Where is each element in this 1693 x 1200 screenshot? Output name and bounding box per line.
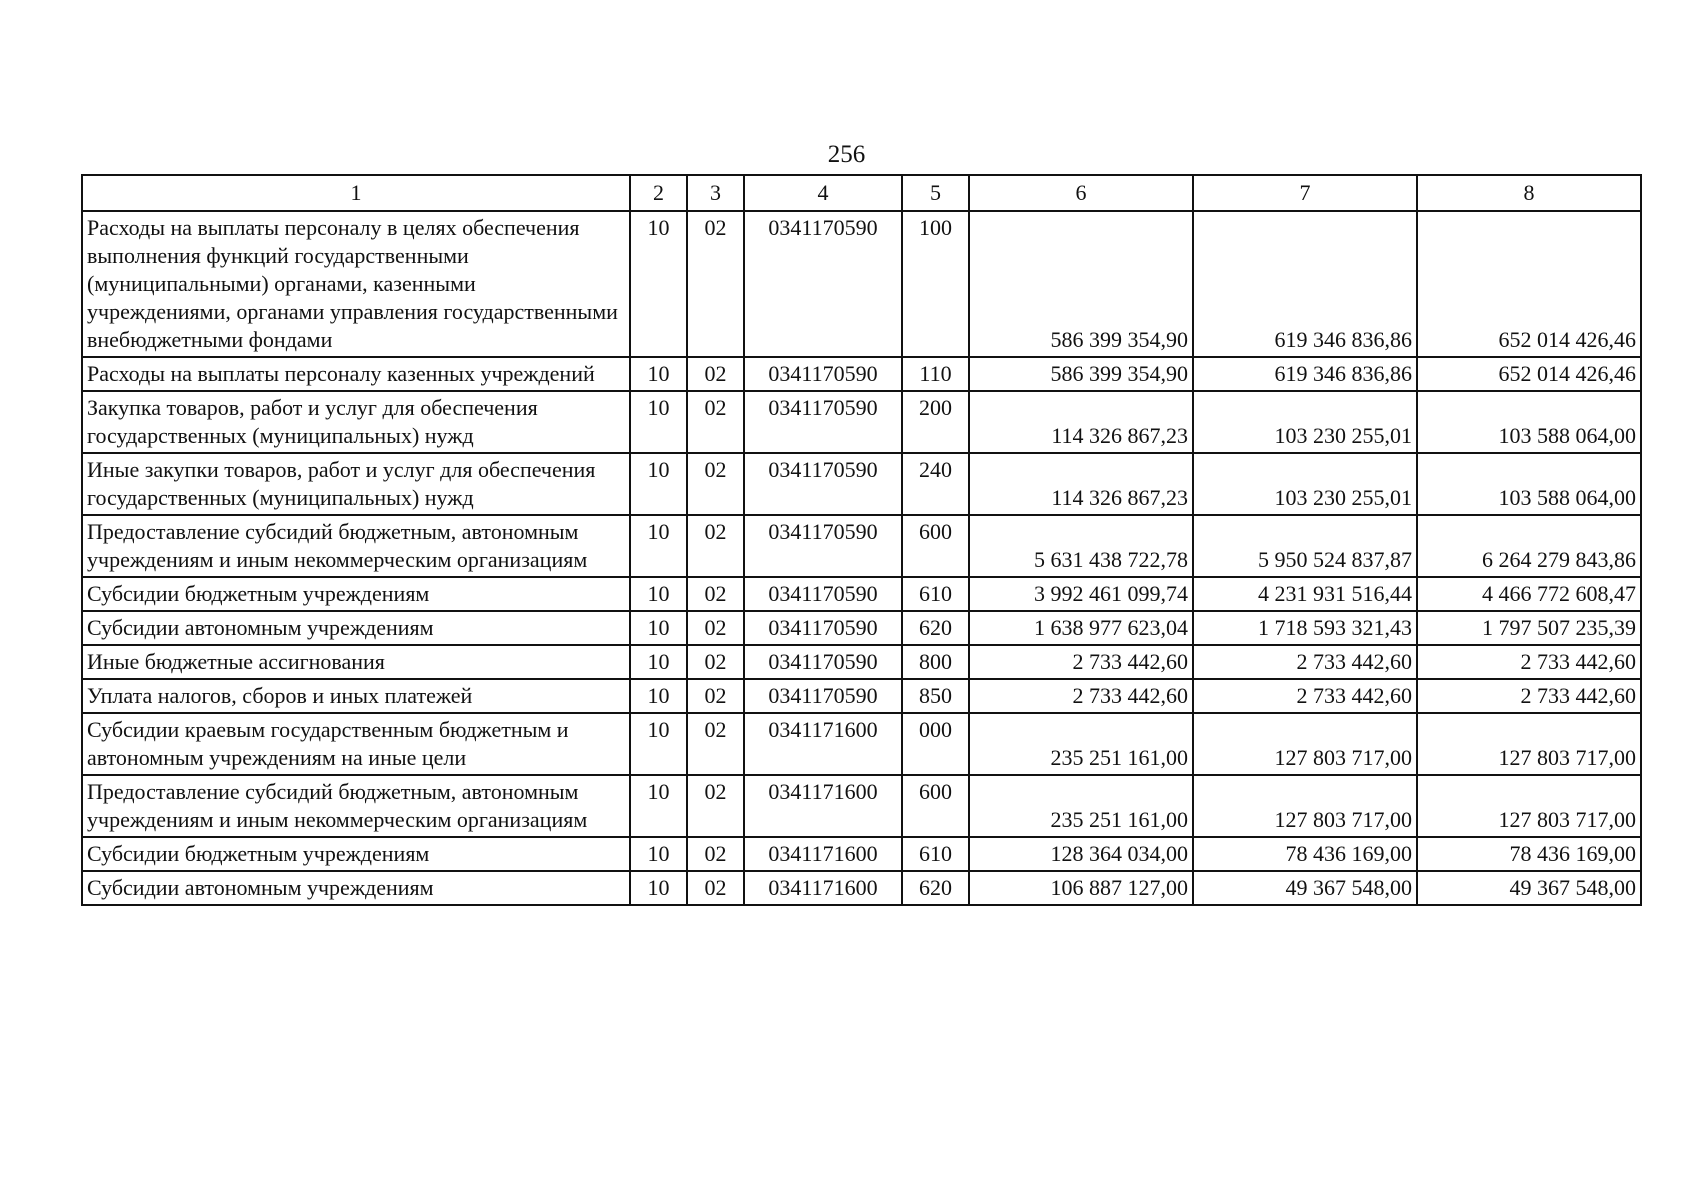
row-name: Расходы на выплаты персоналу в целях обеспечения выполнения функций государственными (муниципальными) органами, казенными учреждениями, органами управления государственными внебюджетными фондами bbox=[82, 211, 630, 357]
table-row bbox=[82, 611, 1641, 645]
amount-col-6: 114 326 867,23 bbox=[969, 453, 1193, 515]
kind-code: 850 bbox=[902, 679, 969, 713]
table-row bbox=[82, 453, 1641, 515]
subsection-code: 02 bbox=[687, 453, 744, 515]
section-code: 10 bbox=[630, 357, 687, 391]
table-row bbox=[82, 679, 1641, 713]
amount-col-7: 49 367 548,00 bbox=[1193, 871, 1417, 905]
row-name: Субсидии краевым государственным бюджетным и автономным учреждениям на иные цели bbox=[82, 713, 630, 775]
row-name: Уплата налогов, сборов и иных платежей bbox=[82, 679, 630, 713]
row-name: Расходы на выплаты персоналу казенных учреждений bbox=[82, 357, 630, 391]
budget-table bbox=[81, 174, 1642, 906]
target-code: 0341170590 bbox=[744, 211, 902, 357]
amount-col-8: 103 588 064,00 bbox=[1417, 391, 1641, 453]
amount-col-7: 103 230 255,01 bbox=[1193, 391, 1417, 453]
section-code: 10 bbox=[630, 577, 687, 611]
table-row bbox=[82, 515, 1641, 577]
subsection-code: 02 bbox=[687, 391, 744, 453]
row-name: Иные бюджетные ассигнования bbox=[82, 645, 630, 679]
table-row bbox=[82, 391, 1641, 453]
column-header-8: 8 bbox=[1417, 175, 1641, 211]
table-row bbox=[82, 645, 1641, 679]
amount-col-8: 652 014 426,46 bbox=[1417, 357, 1641, 391]
amount-col-6: 3 992 461 099,74 bbox=[969, 577, 1193, 611]
kind-code: 800 bbox=[902, 645, 969, 679]
subsection-code: 02 bbox=[687, 871, 744, 905]
target-code: 0341171600 bbox=[744, 713, 902, 775]
amount-col-6: 235 251 161,00 bbox=[969, 713, 1193, 775]
subsection-code: 02 bbox=[687, 713, 744, 775]
amount-col-8: 2 733 442,60 bbox=[1417, 645, 1641, 679]
table-row bbox=[82, 577, 1641, 611]
amount-col-6: 586 399 354,90 bbox=[969, 211, 1193, 357]
kind-code: 610 bbox=[902, 577, 969, 611]
amount-col-7: 619 346 836,86 bbox=[1193, 211, 1417, 357]
column-header-1: 1 bbox=[82, 175, 630, 211]
kind-code: 600 bbox=[902, 775, 969, 837]
amount-col-8: 103 588 064,00 bbox=[1417, 453, 1641, 515]
amount-col-7: 5 950 524 837,87 bbox=[1193, 515, 1417, 577]
amount-col-6: 128 364 034,00 bbox=[969, 837, 1193, 871]
table-row bbox=[82, 775, 1641, 837]
section-code: 10 bbox=[630, 679, 687, 713]
target-code: 0341170590 bbox=[744, 645, 902, 679]
section-code: 10 bbox=[630, 391, 687, 453]
amount-col-8: 127 803 717,00 bbox=[1417, 713, 1641, 775]
column-header-2: 2 bbox=[630, 175, 687, 211]
kind-code: 610 bbox=[902, 837, 969, 871]
section-code: 10 bbox=[630, 713, 687, 775]
subsection-code: 02 bbox=[687, 211, 744, 357]
kind-code: 000 bbox=[902, 713, 969, 775]
table-row bbox=[82, 713, 1641, 775]
amount-col-7: 127 803 717,00 bbox=[1193, 775, 1417, 837]
header-row bbox=[82, 175, 1641, 211]
row-name: Иные закупки товаров, работ и услуг для обеспечения государственных (муниципальных) нужд bbox=[82, 453, 630, 515]
amount-col-7: 1 718 593 321,43 bbox=[1193, 611, 1417, 645]
amount-col-7: 103 230 255,01 bbox=[1193, 453, 1417, 515]
kind-code: 600 bbox=[902, 515, 969, 577]
amount-col-8: 6 264 279 843,86 bbox=[1417, 515, 1641, 577]
section-code: 10 bbox=[630, 611, 687, 645]
target-code: 0341170590 bbox=[744, 679, 902, 713]
subsection-code: 02 bbox=[687, 515, 744, 577]
target-code: 0341170590 bbox=[744, 453, 902, 515]
row-name: Субсидии автономным учреждениям bbox=[82, 611, 630, 645]
amount-col-6: 2 733 442,60 bbox=[969, 679, 1193, 713]
amount-col-7: 127 803 717,00 bbox=[1193, 713, 1417, 775]
amount-col-7: 2 733 442,60 bbox=[1193, 645, 1417, 679]
target-code: 0341170590 bbox=[744, 611, 902, 645]
amount-col-7: 78 436 169,00 bbox=[1193, 837, 1417, 871]
amount-col-8: 2 733 442,60 bbox=[1417, 679, 1641, 713]
target-code: 0341170590 bbox=[744, 515, 902, 577]
amount-col-8: 652 014 426,46 bbox=[1417, 211, 1641, 357]
column-header-7: 7 bbox=[1193, 175, 1417, 211]
subsection-code: 02 bbox=[687, 775, 744, 837]
page-number: 256 bbox=[827, 141, 866, 168]
row-name: Предоставление субсидий бюджетным, автономным учреждениям и иным некоммерческим организациям bbox=[82, 515, 630, 577]
amount-col-7: 2 733 442,60 bbox=[1193, 679, 1417, 713]
table-row bbox=[82, 837, 1641, 871]
kind-code: 620 bbox=[902, 871, 969, 905]
subsection-code: 02 bbox=[687, 577, 744, 611]
amount-col-7: 4 231 931 516,44 bbox=[1193, 577, 1417, 611]
subsection-code: 02 bbox=[687, 611, 744, 645]
kind-code: 240 bbox=[902, 453, 969, 515]
amount-col-6: 586 399 354,90 bbox=[969, 357, 1193, 391]
row-name: Субсидии автономным учреждениям bbox=[82, 871, 630, 905]
amount-col-6: 5 631 438 722,78 bbox=[969, 515, 1193, 577]
column-header-3: 3 bbox=[687, 175, 744, 211]
column-header-6: 6 bbox=[969, 175, 1193, 211]
target-code: 0341170590 bbox=[744, 391, 902, 453]
target-code: 0341170590 bbox=[744, 357, 902, 391]
subsection-code: 02 bbox=[687, 645, 744, 679]
section-code: 10 bbox=[630, 871, 687, 905]
subsection-code: 02 bbox=[687, 679, 744, 713]
table-row bbox=[82, 871, 1641, 905]
amount-col-6: 1 638 977 623,04 bbox=[969, 611, 1193, 645]
column-header-5: 5 bbox=[902, 175, 969, 211]
amount-col-6: 235 251 161,00 bbox=[969, 775, 1193, 837]
table-row bbox=[82, 211, 1641, 357]
column-header-4: 4 bbox=[744, 175, 902, 211]
section-code: 10 bbox=[630, 515, 687, 577]
kind-code: 200 bbox=[902, 391, 969, 453]
amount-col-7: 619 346 836,86 bbox=[1193, 357, 1417, 391]
amount-col-8: 49 367 548,00 bbox=[1417, 871, 1641, 905]
amount-col-8: 1 797 507 235,39 bbox=[1417, 611, 1641, 645]
amount-col-8: 4 466 772 608,47 bbox=[1417, 577, 1641, 611]
row-name: Предоставление субсидий бюджетным, автономным учреждениям и иным некоммерческим организациям bbox=[82, 775, 630, 837]
subsection-code: 02 bbox=[687, 357, 744, 391]
target-code: 0341171600 bbox=[744, 775, 902, 837]
kind-code: 620 bbox=[902, 611, 969, 645]
row-name: Субсидии бюджетным учреждениям bbox=[82, 577, 630, 611]
amount-col-6: 114 326 867,23 bbox=[969, 391, 1193, 453]
kind-code: 110 bbox=[902, 357, 969, 391]
section-code: 10 bbox=[630, 645, 687, 679]
amount-col-8: 78 436 169,00 bbox=[1417, 837, 1641, 871]
section-code: 10 bbox=[630, 837, 687, 871]
target-code: 0341171600 bbox=[744, 837, 902, 871]
subsection-code: 02 bbox=[687, 837, 744, 871]
target-code: 0341170590 bbox=[744, 577, 902, 611]
amount-col-6: 2 733 442,60 bbox=[969, 645, 1193, 679]
table-row bbox=[82, 357, 1641, 391]
section-code: 10 bbox=[630, 775, 687, 837]
target-code: 0341171600 bbox=[744, 871, 902, 905]
amount-col-8: 127 803 717,00 bbox=[1417, 775, 1641, 837]
amount-col-6: 106 887 127,00 bbox=[969, 871, 1193, 905]
row-name: Субсидии бюджетным учреждениям bbox=[82, 837, 630, 871]
section-code: 10 bbox=[630, 453, 687, 515]
kind-code: 100 bbox=[902, 211, 969, 357]
row-name: Закупка товаров, работ и услуг для обеспечения государственных (муниципальных) нужд bbox=[82, 391, 630, 453]
section-code: 10 bbox=[630, 211, 687, 357]
